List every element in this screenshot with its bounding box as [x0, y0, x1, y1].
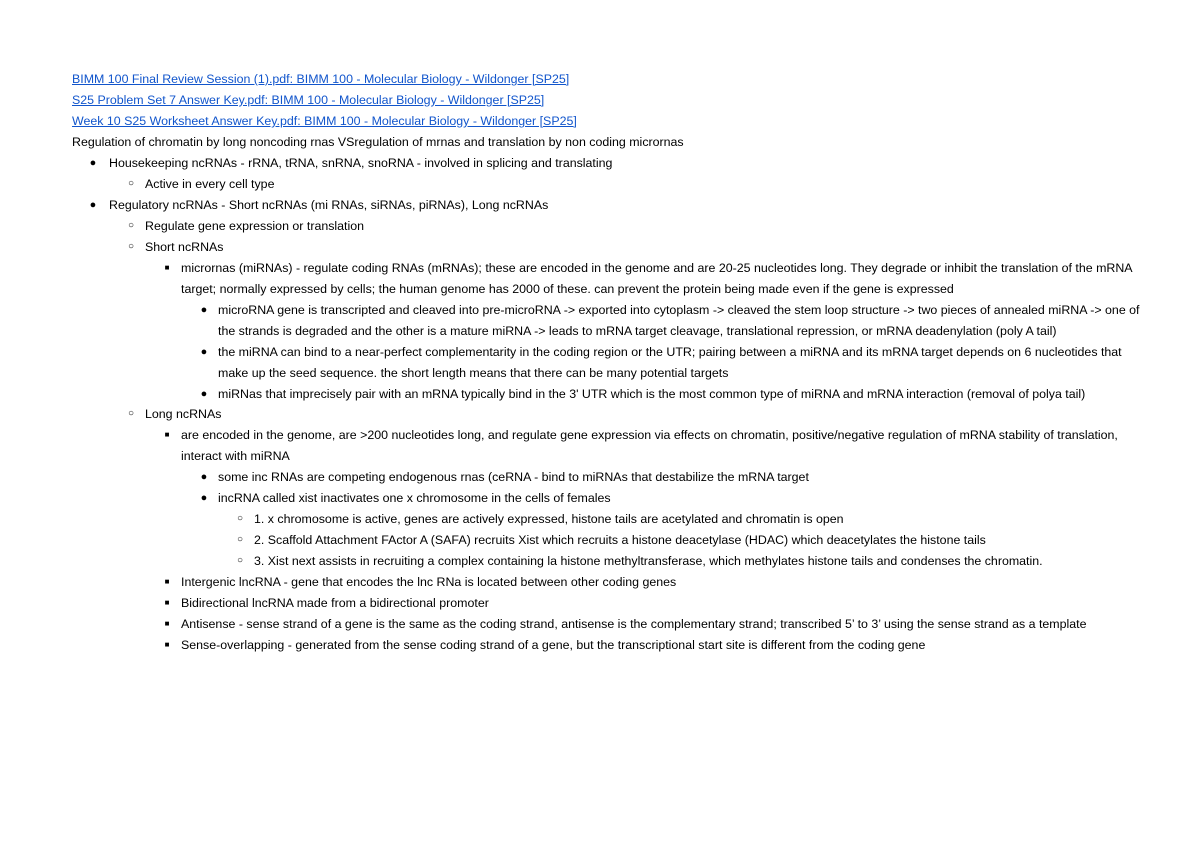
note-intergenic: Intergenic lncRNA - gene that encodes the lnc RNa is located between other coding genes: [181, 575, 677, 589]
link-problem-set-7[interactable]: S25 Problem Set 7 Answer Key.pdf: BIMM 100 - Molecular Biology - Wildonger [SP25]: [72, 93, 545, 107]
bullet-disc: ●: [200, 346, 208, 358]
bullet-disc: ●: [200, 304, 208, 316]
bullet-square: ■: [164, 619, 170, 628]
bullet-disc: ●: [200, 471, 208, 483]
note-xist-step3: 3. Xist next assists in recruiting a complex containing la histone methyltransferase, which methylates histone tails and condenses the chromatin.: [254, 554, 1043, 568]
note-mirna-bind-line2: make up the seed sequence. the short length means that there can be many potential targets: [218, 366, 729, 380]
note-regulate-expression: Regulate gene expression or translation: [145, 219, 365, 233]
note-micrornas-line1: micrornas (miRNAs) - regulate coding RNAs (mRNAs); these are encoded in the genome and are 20-25 nucleotides long. They degrade or inhibit the translation of the mRNA: [181, 261, 1133, 275]
bullet-circle: ○: [236, 555, 244, 566]
note-mirna-gene-line2: the strands is degraded and the other is a mature miRNA -> leads to mRNA target cleavage, translational repression, or mRNA deadenylation (poly A tail): [218, 324, 1057, 338]
note-encoded-line1: are encoded in the genome, are >200 nucleotides long, and regulate gene expression via effects on chromatin, positive/negative regulation of mRNA stability of translation,: [181, 428, 1118, 442]
bullet-disc: ●: [200, 388, 208, 400]
bullet-square: ■: [164, 598, 170, 607]
note-mirna-gene-line1: microRNA gene is transcripted and cleaved into pre-microRNA -> exported into cytoplasm -> cleaved the stem loop structure -> two pieces of annealed miRNA -> one of: [218, 303, 1140, 317]
bullet-square: ■: [164, 430, 170, 439]
bullet-circle: ○: [127, 241, 135, 252]
note-xist: incRNA called xist inactivates one x chromosome in the cells of females: [218, 491, 611, 505]
note-antisense: Antisense - sense strand of a gene is the same as the coding strand, antisense is the complementary strand; transcribed 5’ to 3’ using the sense strand as a template: [181, 617, 1087, 631]
note-competing: some inc RNAs are competing endogenous rnas (ceRNA - bind to miRNAs that destabilize the mRNA target: [218, 470, 809, 484]
note-bidirectional: Bidirectional lncRNA made from a bidirectional promoter: [181, 596, 489, 610]
bullet-disc: ●: [200, 492, 208, 504]
note-mirnas-imprecise: miRNas that imprecisely pair with an mRNA typically bind in the 3' UTR which is the most common type of miRNA and mRNA interaction (removal of polya tail): [218, 387, 1086, 401]
bullet-square: ■: [164, 640, 170, 649]
link-week-10-worksheet[interactable]: Week 10 S25 Worksheet Answer Key.pdf: BIMM 100 - Molecular Biology - Wildonger [SP25]: [72, 114, 577, 128]
link-final-review[interactable]: BIMM 100 Final Review Session (1).pdf: BIMM 100 - Molecular Biology - Wildonger [SP25]: [72, 72, 570, 86]
notes-heading: Regulation of chromatin by long noncoding rnas VSregulation of mrnas and translation by non coding micrornas: [72, 135, 684, 149]
bullet-disc: ●: [89, 199, 97, 211]
note-short-ncrnas: Short ncRNAs: [145, 240, 224, 254]
note-sense-overlapping: Sense-overlapping - generated from the sense coding strand of a gene, but the transcriptional start site is different from the coding gene: [181, 638, 926, 652]
bullet-circle: ○: [236, 534, 244, 545]
bullet-disc: ●: [89, 157, 97, 169]
note-encoded-line2: interact with miRNA: [181, 449, 290, 463]
note-xist-step1: 1. x chromosome is active, genes are actively expressed, histone tails are acetylated and chromatin is open: [254, 512, 844, 526]
note-active-every-cell: Active in every cell type: [145, 177, 275, 191]
note-regulatory: Regulatory ncRNAs - Short ncRNAs (mi RNAs, siRNAs, piRNAs), Long ncRNAs: [109, 198, 549, 212]
bullet-circle: ○: [127, 220, 135, 231]
note-micrornas-line2: target; normally expressed by cells; the human genome has 2000 of these. can prevent the protein being made even if the gene is expressed: [181, 282, 954, 296]
note-housekeeping: Housekeeping ncRNAs - rRNA, tRNA, snRNA, snoRNA - involved in splicing and translating: [109, 156, 613, 170]
bullet-circle: ○: [236, 513, 244, 524]
bullet-square: ■: [164, 577, 170, 586]
note-xist-step2: 2. Scaffold Attachment FActor A (SAFA) recruits Xist which recruits a histone deacetylase (HDAC) which deacetylates the histone tails: [254, 533, 986, 547]
note-long-ncrnas: Long ncRNAs: [145, 407, 222, 421]
note-mirna-bind-line1: the miRNA can bind to a near-perfect complementarity in the coding region or the UTR; pairing between a miRNA and its mRNA target depends on 6 nucleotides that: [218, 345, 1122, 359]
bullet-circle: ○: [127, 408, 135, 419]
bullet-circle: ○: [127, 178, 135, 189]
bullet-square: ■: [164, 263, 170, 272]
